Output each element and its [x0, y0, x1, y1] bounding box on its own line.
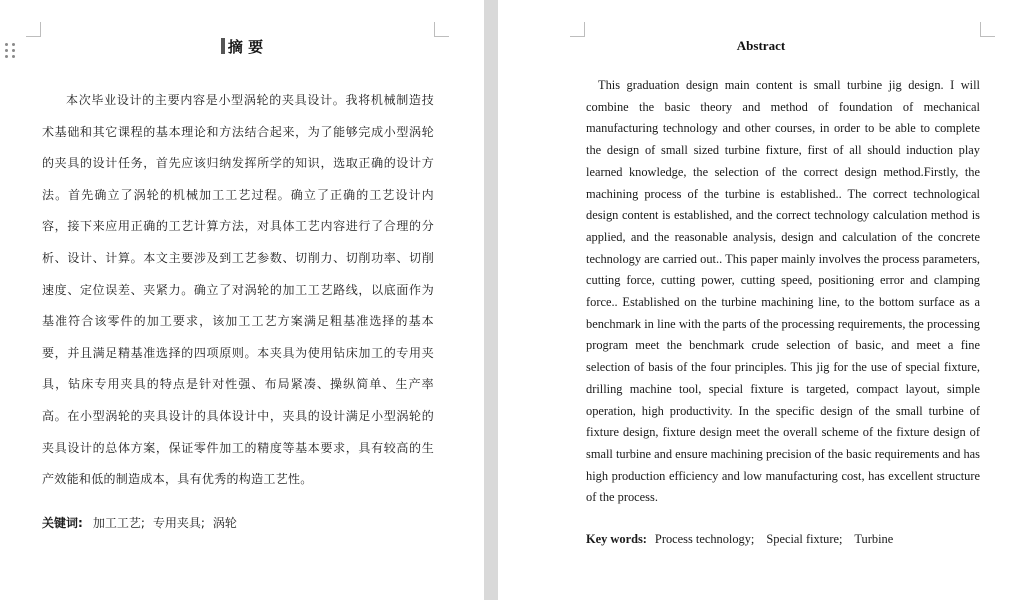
abstract-body-english[interactable]: This graduation design main content is small turbine jig design. I will combine the basic theory and method of foundation of mechanical manufacturing technology and other courses, in order to be able to complete the design of small sized turbine fixture, first of all should induction play learned knowledge, the selection of the correct design method.Firstly, the machining process of the turbine is established.. The correct technological design content is established, and the correct technology calculation method is applied, and the reasonable analysis, design and calculation of the concrete technology are carried out.. This paper mainly involves the process parameters, cutting force, cutting power, cutting speed, positioning error and clamping force.. Established on the turbine machining line, to the bottom surface as a benchmark in line with the parts of the processing requirements, the processing program meet the benchmark crude selection of basic, and meet a fine selection of basis of the four principles. This jig for the use of special fixture, drilling machine tool, special fixture is targeted, compact layout, simple operation, high productivity. In the specific design of the small turbine of fixture design, fixture design meet the overall scheme of the fixture design of small turbine and ensure machining precision of the basic requirements and has high production efficiency and low manufacturing cost, has excellent structure of the process.	[586, 78, 980, 505]
keywords-label: Key words:	[586, 532, 647, 546]
abstract-title-english[interactable]: Abstract	[736, 38, 786, 53]
margin-corner-mark	[980, 22, 995, 37]
margin-corner-mark	[26, 22, 41, 37]
document-page-left	[0, 0, 484, 600]
margin-corner-mark	[570, 22, 585, 37]
keyword-item: Process technology;	[654, 532, 755, 546]
abstract-title-chinese-text: 摘 要	[227, 38, 264, 56]
keyword-item: 专用夹具;	[152, 516, 205, 530]
abstract-title-chinese[interactable]	[0, 36, 484, 57]
keywords-english[interactable]	[586, 532, 905, 547]
keywords-chinese[interactable]	[42, 514, 245, 531]
keyword-item: 加工工艺;	[92, 516, 145, 530]
document-page-right	[498, 0, 1024, 600]
keywords-label: 关键词:	[42, 516, 83, 530]
text-cursor	[221, 38, 225, 54]
keyword-item: Turbine	[854, 532, 894, 546]
keyword-item: Special fixture;	[766, 532, 843, 546]
margin-corner-mark	[434, 22, 449, 37]
keyword-item: 涡轮	[212, 516, 237, 530]
abstract-body-chinese[interactable]: 本次毕业设计的主要内容是小型涡轮的夹具设计。我将机械制造技术基础和其它课程的基本理论和方法结合起来，为了能够完成小型涡轮的夹具的设计任务，首先应该归纳发挥所学的知识，选取正确的设计方法。首先确立了涡轮的机械加工工艺过程。确立了正确的工艺设计内容，接下来应用正确的工艺计算方法，对具体工艺内容进行了合理的分析、设计、计算。本文主要涉及到工艺参数、切削力、切削功率、切削速度、定位误差、夹紧力。确立了对涡轮的加工工艺路线，以底面作为基准符合该零件的加工要求，该加工工艺方案满足粗基准选择的基本要，并且满足精基准选择的四项原则。本夹具为使用钻床加工的专用夹具，钻床专用夹具的特点是针对性强、布局紧凑、操纵简单、生产率高。在小型涡轮的夹具设计的具体设计中，夹具的设计满足小型涡轮的夹具设计的总体方案，保证零件加工的精度等基本要求，具有较高的生产效能和低的制造成本，具有优秀的构造工艺性。	[42, 93, 434, 487]
